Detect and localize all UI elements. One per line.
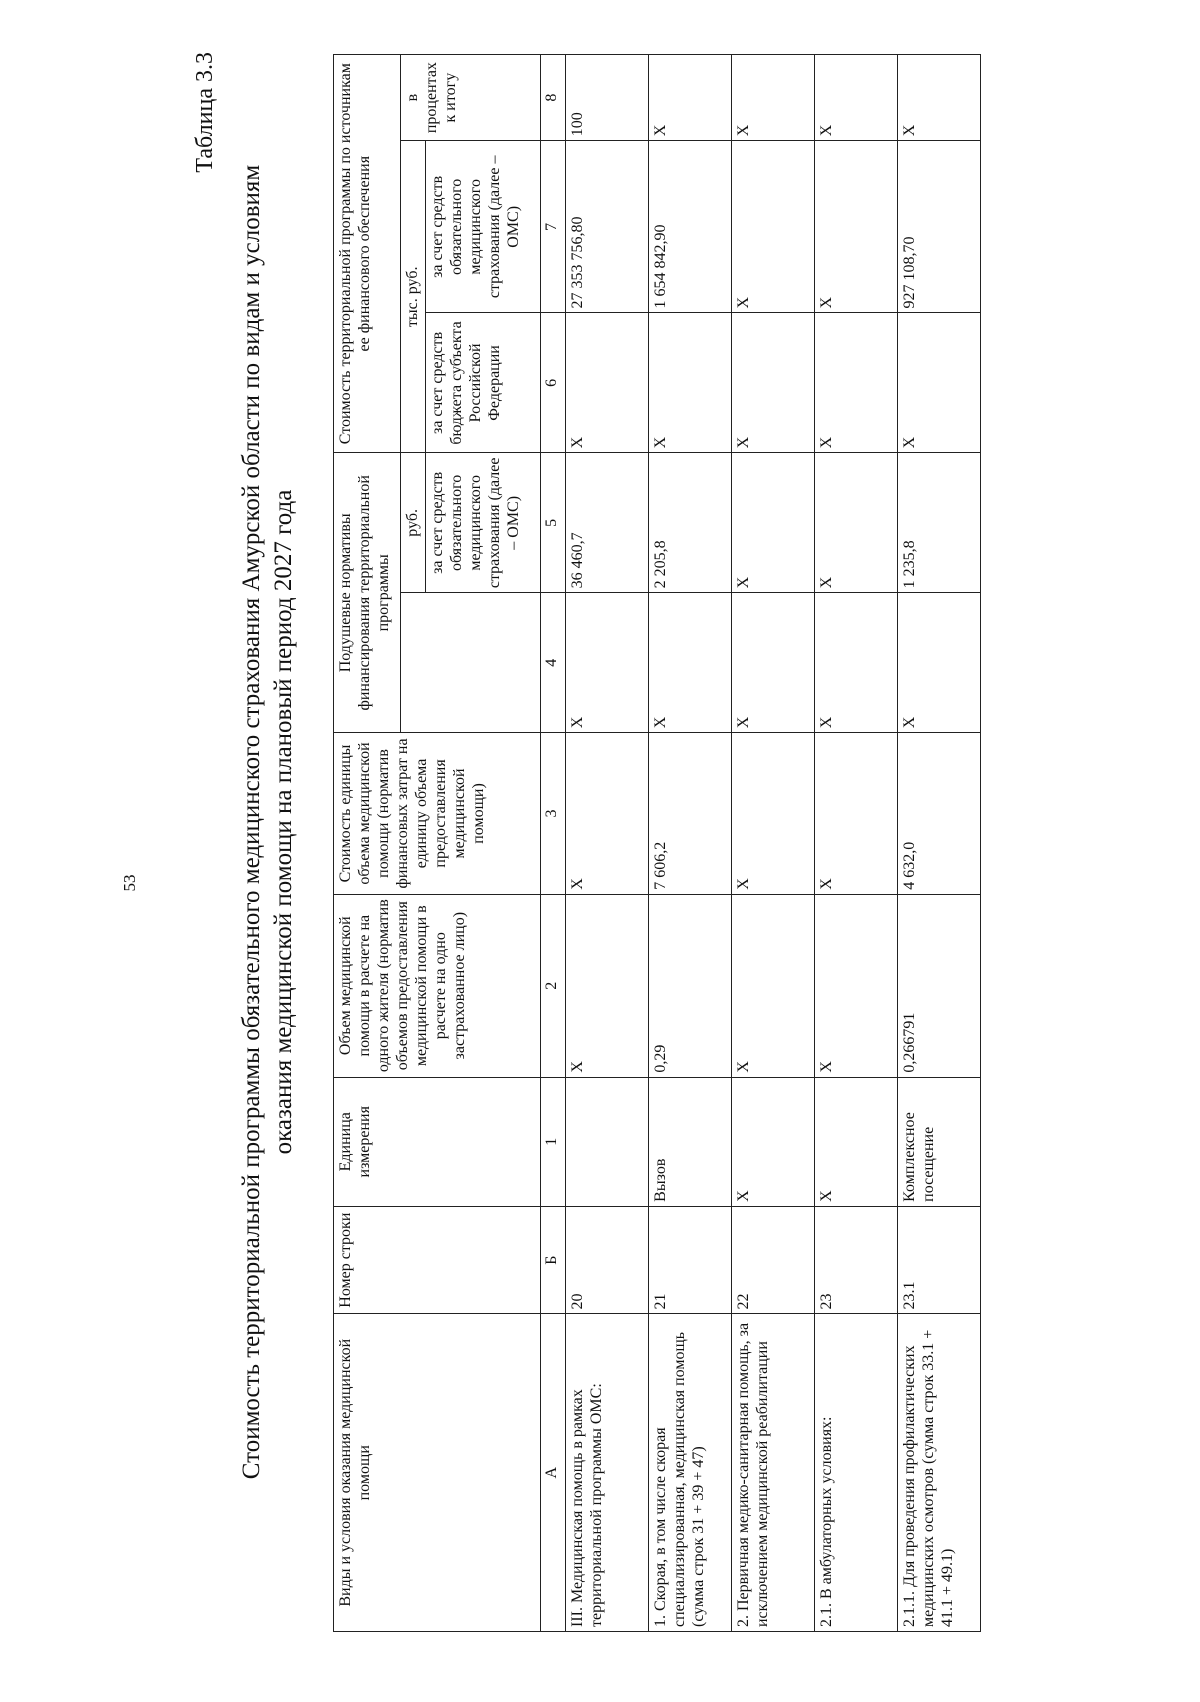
document-title <box>236 42 300 1602</box>
row-pc-budget: X <box>566 593 649 733</box>
row-unit <box>566 1077 649 1206</box>
row-unit: Вызов <box>649 1077 732 1206</box>
header-col-a: Виды и условия оказания медицинской помощи <box>334 1314 541 1632</box>
row-name: 2.1.1. Для проведения профилактических медицинских осмотров (сумма строк 33.1 + 41.1 + 49.1) <box>898 1314 981 1632</box>
row-cost-oms: 27 353 756,80 <box>566 141 649 313</box>
header-cost-oms: за счет средств обязательного медицинского страхования (далее – ОМС) <box>426 141 541 313</box>
index-cell: 2 <box>541 894 566 1077</box>
header-cost-budget: за счет средств бюджета субъекта Российской Федерации <box>426 313 541 453</box>
page-number: 53 <box>120 874 139 892</box>
row-pc-budget: X <box>649 593 732 733</box>
row-unit: Комплексное посещение <box>898 1077 981 1206</box>
row-name: III. Медицинская помощь в рамках территориальной программы ОМС: <box>566 1314 649 1632</box>
header-per-capita-unit: руб. <box>401 453 426 593</box>
row-percent: X <box>815 55 898 141</box>
table-row <box>815 55 898 1632</box>
table-row <box>732 55 815 1632</box>
index-cell: 1 <box>541 1077 566 1206</box>
row-percent: 100 <box>566 55 649 141</box>
table-row <box>898 55 981 1632</box>
row-unit-cost: X <box>566 733 649 894</box>
row-pc-oms: 36 460,7 <box>566 453 649 593</box>
row-cost-budget: X <box>898 313 981 453</box>
row-pc-oms: 1 235,8 <box>898 453 981 593</box>
row-percent: X <box>732 55 815 141</box>
table-row <box>649 55 732 1632</box>
index-cell: 4 <box>541 593 566 733</box>
row-name: 2.1. В амбулаторных условиях: <box>815 1314 898 1632</box>
index-cell: 7 <box>541 141 566 313</box>
row-volume: 0,29 <box>649 894 732 1077</box>
header-col-3: Стоимость единицы объема медицинской помощи (норматив финансовых затрат на единицу объема предоставления медицинской помощи) <box>334 733 541 894</box>
row-number: 23.1 <box>898 1206 981 1314</box>
row-cost-oms: 1 654 842,90 <box>649 141 732 313</box>
row-unit-cost: X <box>732 733 815 894</box>
row-unit-cost: X <box>815 733 898 894</box>
table-row <box>566 55 649 1632</box>
row-cost-budget: X <box>566 313 649 453</box>
row-cost-oms: 927 108,70 <box>898 141 981 313</box>
row-percent: X <box>649 55 732 141</box>
row-percent: X <box>898 55 981 141</box>
header-percent-total: в процентах к итогу <box>401 55 541 141</box>
row-pc-budget: X <box>898 593 981 733</box>
landscape-content <box>170 17 1030 1662</box>
cost-table <box>333 54 981 1632</box>
header-col-1: Единица измерения <box>334 1077 541 1206</box>
row-pc-budget: X <box>732 593 815 733</box>
index-cell: 8 <box>541 55 566 141</box>
row-pc-oms: X <box>815 453 898 593</box>
row-cost-budget: X <box>649 313 732 453</box>
row-number: 22 <box>732 1206 815 1314</box>
row-volume: X <box>815 894 898 1077</box>
row-pc-oms: 2 205,8 <box>649 453 732 593</box>
index-cell: 3 <box>541 733 566 894</box>
row-pc-budget: X <box>815 593 898 733</box>
row-name: 2. Первичная медико-санитарная помощь, за исключением медицинской реабилитации <box>732 1314 815 1632</box>
header-cost-group: Стоимость территориальной программы по источникам ее финансового обеспечения <box>334 55 401 453</box>
row-cost-oms: X <box>732 141 815 313</box>
row-volume: 0,266791 <box>898 894 981 1077</box>
row-number: 20 <box>566 1206 649 1314</box>
index-cell: 6 <box>541 313 566 453</box>
header-pc-oms: за счет средств обязательного медицинского страхования (далее – ОМС) <box>426 453 541 593</box>
header-row-1 <box>334 55 401 1632</box>
row-unit-cost: 4 632,0 <box>898 733 981 894</box>
row-unit-cost: 7 606,2 <box>649 733 732 894</box>
header-cost-unit: тыс. руб. <box>401 141 426 453</box>
row-unit: X <box>732 1077 815 1206</box>
row-number: 23 <box>815 1206 898 1314</box>
row-cost-oms: X <box>815 141 898 313</box>
column-index-row <box>541 55 566 1632</box>
header-col-2: Объем медицинской помощи в расчете на одного жителя (норматив объемов предоставления медицинской помощи в расчете на одно застрахованное лицо) <box>334 894 541 1077</box>
index-cell: А <box>541 1314 566 1632</box>
title-line-1: Стоимость территориальной программы обязательного медицинского страхования Амурской области по видам и условиям <box>238 164 265 1480</box>
title-line-2: оказания медицинской помощи на плановый период 2027 года <box>270 489 297 1155</box>
row-volume: X <box>732 894 815 1077</box>
table-caption: Таблица 3.3 <box>192 52 218 173</box>
row-cost-budget: X <box>732 313 815 453</box>
row-pc-oms: X <box>732 453 815 593</box>
row-cost-budget: X <box>815 313 898 453</box>
header-per-capita-group: Подушевые нормативы финансирования территориальной программы <box>334 453 401 733</box>
row-unit: X <box>815 1077 898 1206</box>
row-name: 1. Скорая, в том числе скорая специализированная, медицинская помощь (сумма строк 31 + 39 + 47) <box>649 1314 732 1632</box>
header-per-capita-blank <box>401 593 541 733</box>
index-cell: 5 <box>541 453 566 593</box>
index-cell: Б <box>541 1206 566 1314</box>
header-col-b: Номер строки <box>334 1206 541 1314</box>
row-volume: X <box>566 894 649 1077</box>
row-number: 21 <box>649 1206 732 1314</box>
